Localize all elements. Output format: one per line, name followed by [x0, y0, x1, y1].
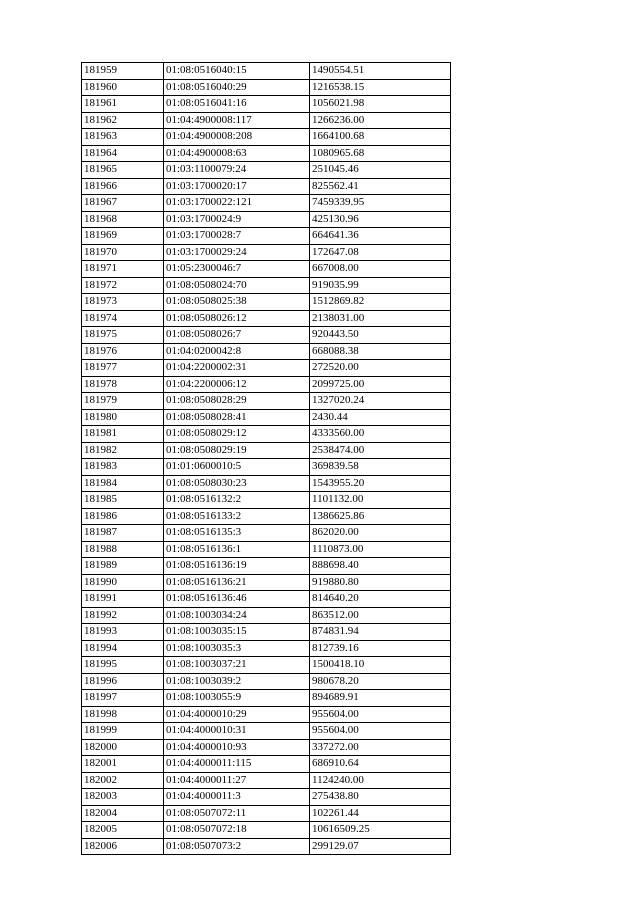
cadastral-number-cell: 01:04:2200002:31 [164, 360, 310, 377]
row-number-cell: 181961 [82, 96, 164, 113]
cadastral-number-cell: 01:03:1700028:7 [164, 228, 310, 245]
cadastral-number-cell: 01:03:1700020:17 [164, 178, 310, 195]
row-number-cell: 182000 [82, 739, 164, 756]
table-row [82, 96, 451, 113]
table-row [82, 657, 451, 674]
row-number-cell: 181992 [82, 607, 164, 624]
row-number-cell: 181959 [82, 63, 164, 80]
value-cell: 1101132.00 [310, 492, 451, 509]
table-row [82, 145, 451, 162]
table-row [82, 393, 451, 410]
row-number-cell: 181977 [82, 360, 164, 377]
cadastral-number-cell: 01:08:0516041:16 [164, 96, 310, 113]
cadastral-number-cell: 01:04:4000011:115 [164, 756, 310, 773]
table-row [82, 607, 451, 624]
cadastral-number-cell: 01:08:0508030:23 [164, 475, 310, 492]
table-row [82, 574, 451, 591]
cadastral-number-cell: 01:08:0507072:11 [164, 805, 310, 822]
table-row [82, 789, 451, 806]
value-cell: 272520.00 [310, 360, 451, 377]
row-number-cell: 181967 [82, 195, 164, 212]
table-row [82, 63, 451, 80]
value-cell: 667008.00 [310, 261, 451, 278]
value-cell: 668088.38 [310, 343, 451, 360]
cadastral-number-cell: 01:08:0516135:3 [164, 525, 310, 542]
row-number-cell: 181983 [82, 459, 164, 476]
table-row [82, 756, 451, 773]
value-cell: 7459339.95 [310, 195, 451, 212]
row-number-cell: 181984 [82, 475, 164, 492]
table-row [82, 459, 451, 476]
table-row [82, 525, 451, 542]
table-row [82, 690, 451, 707]
table-row [82, 112, 451, 129]
table-row [82, 723, 451, 740]
row-number-cell: 181971 [82, 261, 164, 278]
row-number-cell: 181966 [82, 178, 164, 195]
value-cell: 172647.08 [310, 244, 451, 261]
table-row [82, 508, 451, 525]
row-number-cell: 181996 [82, 673, 164, 690]
table-row [82, 624, 451, 641]
row-number-cell: 181980 [82, 409, 164, 426]
row-number-cell: 181975 [82, 327, 164, 344]
value-cell: 102261.44 [310, 805, 451, 822]
table-body [82, 63, 451, 855]
table-row [82, 640, 451, 657]
table-row [82, 294, 451, 311]
row-number-cell: 181991 [82, 591, 164, 608]
row-number-cell: 182006 [82, 838, 164, 855]
cadastral-number-cell: 01:03:1700029:24 [164, 244, 310, 261]
value-cell: 980678.20 [310, 673, 451, 690]
cadastral-number-cell: 01:08:1003035:15 [164, 624, 310, 641]
cadastral-number-cell: 01:08:1003035:3 [164, 640, 310, 657]
table-row [82, 310, 451, 327]
value-cell: 955604.00 [310, 706, 451, 723]
table-row [82, 591, 451, 608]
table-row [82, 129, 451, 146]
table-row [82, 79, 451, 96]
value-cell: 1216538.15 [310, 79, 451, 96]
value-cell: 1327020.24 [310, 393, 451, 410]
cadastral-number-cell: 01:08:1003055:9 [164, 690, 310, 707]
value-cell: 2138031.00 [310, 310, 451, 327]
row-number-cell: 181985 [82, 492, 164, 509]
table-row [82, 492, 451, 509]
row-number-cell: 181998 [82, 706, 164, 723]
cadastral-number-cell: 01:03:1700024:9 [164, 211, 310, 228]
table-row [82, 211, 451, 228]
cadastral-number-cell: 01:05:2300046:7 [164, 261, 310, 278]
table-row [82, 343, 451, 360]
value-cell: 920443.50 [310, 327, 451, 344]
value-cell: 2538474.00 [310, 442, 451, 459]
value-cell: 1664100.68 [310, 129, 451, 146]
row-number-cell: 181999 [82, 723, 164, 740]
row-number-cell: 182001 [82, 756, 164, 773]
value-cell: 919035.99 [310, 277, 451, 294]
table-row [82, 376, 451, 393]
row-number-cell: 181990 [82, 574, 164, 591]
value-cell: 1490554.51 [310, 63, 451, 80]
cadastral-number-cell: 01:01:0600010:5 [164, 459, 310, 476]
value-cell: 814640.20 [310, 591, 451, 608]
value-cell: 862020.00 [310, 525, 451, 542]
table-row [82, 475, 451, 492]
table-row [82, 178, 451, 195]
cadastral-number-cell: 01:04:4000010:29 [164, 706, 310, 723]
row-number-cell: 181973 [82, 294, 164, 311]
table-row [82, 228, 451, 245]
row-number-cell: 181993 [82, 624, 164, 641]
cadastral-number-cell: 01:04:4000011:27 [164, 772, 310, 789]
cadastral-number-cell: 01:08:0508028:41 [164, 409, 310, 426]
cadastral-number-cell: 01:04:4000010:93 [164, 739, 310, 756]
cadastral-number-cell: 01:04:4900008:117 [164, 112, 310, 129]
value-cell: 2430.44 [310, 409, 451, 426]
cadastral-number-cell: 01:03:1100079:24 [164, 162, 310, 179]
value-cell: 874831.94 [310, 624, 451, 641]
table-row [82, 244, 451, 261]
table-row [82, 162, 451, 179]
value-cell: 10616509.25 [310, 822, 451, 839]
cadastral-number-cell: 01:08:0508028:29 [164, 393, 310, 410]
row-number-cell: 181979 [82, 393, 164, 410]
table-row [82, 739, 451, 756]
row-number-cell: 181994 [82, 640, 164, 657]
cadastral-number-cell: 01:08:0516132:2 [164, 492, 310, 509]
value-cell: 919880.80 [310, 574, 451, 591]
table-row [82, 805, 451, 822]
row-number-cell: 181972 [82, 277, 164, 294]
row-number-cell: 181964 [82, 145, 164, 162]
row-number-cell: 181978 [82, 376, 164, 393]
cadastral-number-cell: 01:08:0516136:21 [164, 574, 310, 591]
value-cell: 1512869.82 [310, 294, 451, 311]
cadastral-number-cell: 01:08:0508029:12 [164, 426, 310, 443]
row-number-cell: 182004 [82, 805, 164, 822]
row-number-cell: 181970 [82, 244, 164, 261]
row-number-cell: 181974 [82, 310, 164, 327]
cadastral-number-cell: 01:08:0507072:18 [164, 822, 310, 839]
row-number-cell: 182002 [82, 772, 164, 789]
cadastral-number-cell: 01:08:0508024:70 [164, 277, 310, 294]
row-number-cell: 181981 [82, 426, 164, 443]
cadastral-number-cell: 01:08:0516136:46 [164, 591, 310, 608]
table-row [82, 442, 451, 459]
cadastral-number-cell: 01:08:0516133:2 [164, 508, 310, 525]
row-number-cell: 181968 [82, 211, 164, 228]
row-number-cell: 181988 [82, 541, 164, 558]
row-number-cell: 181995 [82, 657, 164, 674]
cadastral-number-cell: 01:04:4900008:208 [164, 129, 310, 146]
row-number-cell: 181969 [82, 228, 164, 245]
cadastral-number-cell: 01:08:1003039:2 [164, 673, 310, 690]
value-cell: 664641.36 [310, 228, 451, 245]
cadastral-number-cell: 01:08:0516040:29 [164, 79, 310, 96]
value-cell: 894689.91 [310, 690, 451, 707]
cadastral-number-cell: 01:08:1003037:21 [164, 657, 310, 674]
row-number-cell: 181963 [82, 129, 164, 146]
row-number-cell: 181989 [82, 558, 164, 575]
row-number-cell: 182005 [82, 822, 164, 839]
cadastral-number-cell: 01:04:4000011:3 [164, 789, 310, 806]
cadastral-number-cell: 01:08:0516136:1 [164, 541, 310, 558]
table-row [82, 261, 451, 278]
table-row [82, 822, 451, 839]
value-cell: 1124240.00 [310, 772, 451, 789]
cadastral-number-cell: 01:08:0508026:7 [164, 327, 310, 344]
cadastral-number-cell: 01:04:4000010:31 [164, 723, 310, 740]
value-cell: 369839.58 [310, 459, 451, 476]
value-cell: 812739.16 [310, 640, 451, 657]
row-number-cell: 181965 [82, 162, 164, 179]
table-row [82, 426, 451, 443]
value-cell: 1056021.98 [310, 96, 451, 113]
cadastral-number-cell: 01:04:4900008:63 [164, 145, 310, 162]
value-cell: 1500418.10 [310, 657, 451, 674]
row-number-cell: 182003 [82, 789, 164, 806]
row-number-cell: 181986 [82, 508, 164, 525]
value-cell: 299129.07 [310, 838, 451, 855]
value-cell: 863512.00 [310, 607, 451, 624]
value-cell: 275438.80 [310, 789, 451, 806]
value-cell: 251045.46 [310, 162, 451, 179]
row-number-cell: 181987 [82, 525, 164, 542]
cadastral-number-cell: 01:08:0507073:2 [164, 838, 310, 855]
row-number-cell: 181982 [82, 442, 164, 459]
value-cell: 955604.00 [310, 723, 451, 740]
row-number-cell: 181997 [82, 690, 164, 707]
table-row [82, 558, 451, 575]
cadastral-number-cell: 01:08:0508026:12 [164, 310, 310, 327]
cadastral-number-cell: 01:03:1700022:121 [164, 195, 310, 212]
table-row [82, 360, 451, 377]
table-row [82, 409, 451, 426]
value-cell: 1543955.20 [310, 475, 451, 492]
value-cell: 1110873.00 [310, 541, 451, 558]
value-cell: 686910.64 [310, 756, 451, 773]
value-cell: 2099725.00 [310, 376, 451, 393]
cadastral-number-cell: 01:04:2200006:12 [164, 376, 310, 393]
value-cell: 4333560.00 [310, 426, 451, 443]
table-row [82, 541, 451, 558]
cadastral-number-cell: 01:08:1003034:24 [164, 607, 310, 624]
table-row [82, 706, 451, 723]
data-table [81, 62, 451, 855]
table-row [82, 838, 451, 855]
table-row [82, 327, 451, 344]
cadastral-number-cell: 01:08:0508029:19 [164, 442, 310, 459]
table-row [82, 673, 451, 690]
cadastral-number-cell: 01:08:0516136:19 [164, 558, 310, 575]
cadastral-number-cell: 01:04:0200042:8 [164, 343, 310, 360]
value-cell: 1266236.00 [310, 112, 451, 129]
cadastral-number-cell: 01:08:0508025:38 [164, 294, 310, 311]
table-row [82, 195, 451, 212]
table-row [82, 772, 451, 789]
cadastral-number-cell: 01:08:0516040:15 [164, 63, 310, 80]
value-cell: 825562.41 [310, 178, 451, 195]
value-cell: 1080965.68 [310, 145, 451, 162]
value-cell: 337272.00 [310, 739, 451, 756]
value-cell: 425130.96 [310, 211, 451, 228]
row-number-cell: 181976 [82, 343, 164, 360]
row-number-cell: 181960 [82, 79, 164, 96]
value-cell: 1386625.86 [310, 508, 451, 525]
table-row [82, 277, 451, 294]
value-cell: 888698.40 [310, 558, 451, 575]
row-number-cell: 181962 [82, 112, 164, 129]
